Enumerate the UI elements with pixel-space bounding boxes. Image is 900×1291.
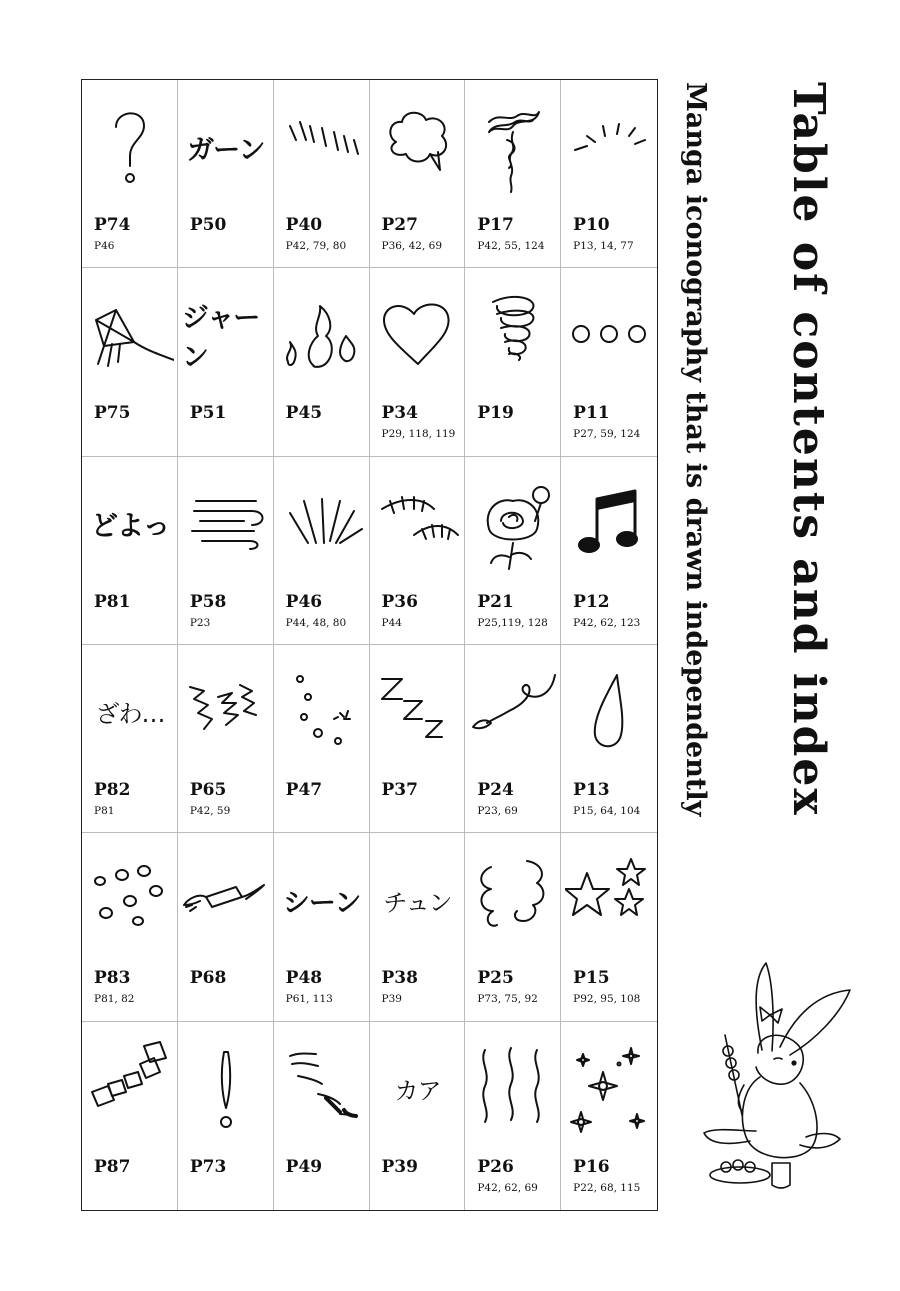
main-page-number: P58: [189, 591, 227, 612]
main-page-number: P49: [285, 1156, 323, 1177]
related-pages: P27, 59, 124: [573, 428, 641, 441]
main-page-number: P12: [573, 591, 610, 612]
chirping-sound-effect-text: [374, 845, 462, 955]
main-page-number: P19: [477, 403, 514, 424]
rose-icon: [469, 469, 557, 579]
related-pages: P44, 48, 80: [285, 616, 347, 629]
related-pages: P42, 79, 80: [285, 240, 347, 252]
zzz-sleep-icon: [374, 657, 462, 767]
index-entry-cell: [561, 833, 657, 1021]
jaan-sound-effect-text: [182, 280, 270, 390]
main-page-number: P15: [573, 968, 610, 989]
kite-icon: [86, 280, 174, 390]
main-page-number: P13: [573, 779, 610, 800]
zawa-sound-effect-text: [86, 657, 174, 767]
focus-lines-icon: [278, 469, 366, 579]
sweat-drop-icon: [565, 657, 653, 767]
main-page-number: P40: [285, 215, 323, 235]
main-page-number: P16: [573, 1156, 610, 1177]
index-entry-cell: [82, 833, 178, 1021]
related-pages: P44: [381, 616, 402, 629]
main-page-number: P73: [189, 1156, 227, 1177]
main-page-number: P74: [94, 215, 131, 235]
related-pages: P23: [189, 616, 211, 629]
main-page-number: P24: [477, 779, 514, 800]
index-entry-cell: [274, 268, 370, 456]
music-note-icon: [565, 469, 653, 579]
wind-dashes-icon: [278, 1034, 366, 1144]
main-page-number: P27: [381, 215, 418, 235]
index-entry-cell: [370, 80, 466, 268]
related-pages: P46: [94, 240, 115, 252]
index-entry-cell: [82, 645, 178, 833]
shock-lines-icon: [278, 92, 366, 202]
spirit-flames-icon: [278, 280, 366, 390]
floating-leaf-icon: [469, 657, 557, 767]
question-mark-icon: [86, 92, 174, 202]
crows-caw-icon: [374, 1034, 462, 1144]
curly-cloud-lines-icon: [469, 845, 557, 955]
doyo-sound-effect-text: [86, 469, 174, 579]
main-page-number: P87: [94, 1156, 131, 1177]
main-page-number: P37: [381, 779, 418, 800]
main-page-number: P81: [94, 591, 131, 612]
related-pages: P42, 62, 69: [477, 1181, 538, 1194]
index-entry-cell: [178, 268, 274, 456]
speed-lines-icon: [182, 469, 270, 579]
related-pages: P42, 59: [189, 804, 231, 817]
main-page-number: P45: [285, 403, 323, 424]
index-entry-cell: [274, 457, 370, 645]
main-page-number: P48: [285, 968, 323, 989]
index-entry-cell: [465, 1022, 561, 1210]
index-entry-cell: [370, 268, 466, 456]
index-entry-cell: [178, 645, 274, 833]
main-page-number: P21: [477, 591, 514, 612]
main-page-number: P83: [94, 968, 131, 989]
main-page-number: P65: [189, 779, 227, 800]
radiating-lines-icon: [565, 92, 653, 202]
index-entry-cell: [274, 1022, 370, 1210]
related-pages: P42, 62, 123: [573, 616, 641, 629]
index-entry-cell: [370, 645, 466, 833]
index-entry-cell: [561, 457, 657, 645]
sound-effect-text: チュン: [383, 888, 452, 917]
pebbles-icon: [86, 845, 174, 955]
main-page-number: P75: [94, 403, 131, 424]
sound-effect-text: どよっ: [91, 511, 169, 543]
index-entry-cell: [274, 80, 370, 268]
main-page-number: P34: [381, 403, 418, 424]
main-page-number: P11: [573, 403, 610, 424]
stars-icon: [565, 845, 653, 955]
thought-bubble-icon: [374, 92, 462, 202]
tangled-scribble-icon: [469, 92, 557, 202]
related-pages: P36, 42, 69: [381, 240, 442, 252]
sound-effect-text: ガーン: [187, 134, 265, 166]
index-grid: [81, 79, 658, 1211]
page-title: Table of contents and index: [783, 82, 834, 817]
page-subtitle: Manga iconography that is drawn independently: [680, 82, 711, 817]
gaan-sound-effect-text: [182, 92, 270, 202]
related-pages: P23, 69: [477, 804, 518, 817]
related-pages: P25,119, 128: [477, 616, 548, 629]
shiin-sound-effect-text: [278, 845, 366, 955]
index-entry-cell: [370, 1022, 466, 1210]
main-page-number: P47: [285, 779, 323, 800]
sparkles-icon: [565, 1034, 653, 1144]
rabbit-eating-dango-icon: [700, 955, 860, 1200]
index-entry-cell: [561, 645, 657, 833]
index-entry-cell: [370, 833, 466, 1021]
index-entry-cell: [561, 268, 657, 456]
index-entry-cell: [370, 457, 466, 645]
falling-papers-icon: [86, 1034, 174, 1144]
main-page-number: P10: [573, 215, 610, 235]
related-pages: P13, 14, 77: [573, 240, 634, 252]
main-page-number: P50: [189, 215, 227, 235]
index-entry-cell: [178, 1022, 274, 1210]
main-page-number: P36: [381, 591, 418, 612]
index-entry-cell: [561, 1022, 657, 1210]
related-pages: P92, 95, 108: [573, 993, 641, 1006]
three-circles-icon: [565, 280, 653, 390]
index-entry-cell: [178, 80, 274, 268]
index-entry-cell: [82, 457, 178, 645]
related-pages: P73, 75, 92: [477, 993, 538, 1006]
index-entry-cell: [82, 80, 178, 268]
bubbles-icon: [278, 657, 366, 767]
index-entry-cell: [178, 457, 274, 645]
index-entry-cell: [82, 268, 178, 456]
related-pages: P15, 64, 104: [573, 804, 641, 817]
related-pages: P61, 113: [285, 993, 333, 1006]
index-entry-cell: [465, 457, 561, 645]
index-entry-cell: [274, 833, 370, 1021]
related-pages: P42, 55, 124: [477, 240, 545, 252]
sound-effect-text: ジャーン: [181, 303, 260, 374]
main-page-number: P39: [381, 1156, 418, 1177]
index-entry-cell: [465, 268, 561, 456]
main-page-number: P82: [94, 779, 131, 800]
main-page-number: P25: [477, 968, 514, 989]
main-page-number: P68: [189, 968, 227, 989]
hatched-arcs-icon: [374, 469, 462, 579]
related-pages: P39: [381, 993, 402, 1006]
zigzag-lines-icon: [182, 657, 270, 767]
index-entry-cell: [274, 645, 370, 833]
index-entry-cell: [465, 645, 561, 833]
exclamation-mark-icon: [182, 1034, 270, 1144]
related-pages: P29, 118, 119: [381, 428, 456, 441]
index-entry-cell: [465, 80, 561, 268]
index-entry-cell: [465, 833, 561, 1021]
index-entry-cell: [561, 80, 657, 268]
flying-money-icon: [182, 845, 270, 955]
main-page-number: P17: [477, 215, 514, 235]
related-pages: P22, 68, 115: [573, 1181, 641, 1194]
heart-icon: [374, 280, 462, 390]
related-pages: P81, 82: [94, 993, 135, 1006]
main-page-number: P51: [189, 403, 227, 424]
main-page-number: P46: [285, 591, 323, 612]
related-pages: P81: [94, 804, 115, 817]
sound-effect-text: カア: [394, 1077, 441, 1106]
wavy-steam-lines-icon: [469, 1034, 557, 1144]
sound-effect-text: ざわ…: [95, 700, 165, 729]
main-page-number: P38: [381, 968, 418, 989]
index-entry-cell: [178, 833, 274, 1021]
index-entry-cell: [82, 1022, 178, 1210]
sound-effect-text: シーン: [282, 887, 361, 919]
spiral-icon: [469, 280, 557, 390]
main-page-number: P26: [477, 1156, 514, 1177]
